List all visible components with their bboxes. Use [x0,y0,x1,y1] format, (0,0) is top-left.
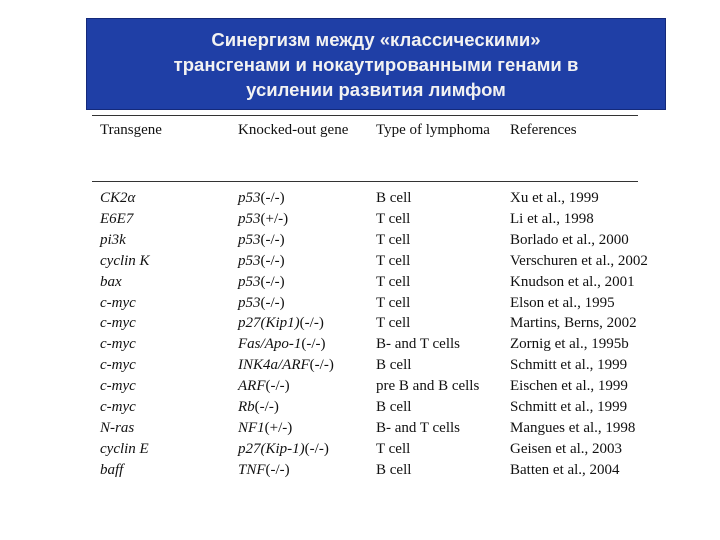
lymphoma-type-cell: T cell [376,231,411,248]
gene-name: p53 [238,210,261,227]
genotype: (-/-) [265,378,290,395]
transgene-cell: cyclin E [100,440,149,457]
lymphoma-type-cell: T cell [376,273,411,290]
gene-name: p53 [238,190,261,206]
transgene-cell: c-myc [100,399,136,415]
lymphoma-type-cell: T cell [376,210,411,227]
title-line-2: трансгенами и нокаутированными генами в [173,53,579,75]
gene-name: p53 [238,273,261,290]
transgene-cell: pi3k [100,231,126,248]
slide-title [86,18,666,110]
genotype: (-/-) [260,231,285,248]
lymphoma-type-cell: B cell [376,190,412,206]
lymphoma-type-cell: pre B and B cells [376,378,480,395]
reference-cell: Xu et al., 1999 [510,190,599,206]
lymphoma-type-cell: B cell [376,357,412,374]
genotype: (-/-) [260,273,285,290]
table-row [92,251,652,271]
genotype: (+/-) [260,210,289,227]
reference-cell: Geisen et al., 2003 [510,440,623,457]
gene-name: p27(Kip-1) [238,440,305,457]
table-row [92,293,652,313]
table-top-rule [92,115,638,116]
knocked-out-gene-cell [238,230,285,250]
header-knocked-out-gene: Knocked-out gene [238,122,349,138]
gene-name: p53 [238,252,261,269]
reference-cell: Zornig et al., 1995b [510,336,629,353]
table-row [92,418,652,438]
transgene-cell: c-myc [100,315,136,332]
knocked-out-gene-cell [238,251,285,271]
transgene-cell: c-myc [100,357,136,374]
transgene-cell: c-myc [100,336,136,353]
knocked-out-gene-cell [238,418,292,438]
genotype: (-/-) [254,399,279,415]
reference-cell: Schmitt et al., 1999 [510,399,628,415]
lymphoma-type-cell: T cell [376,252,411,269]
table-row [92,230,652,250]
knocked-out-gene-cell [238,188,285,208]
header-transgene: Transgene [100,122,162,138]
table-row [92,439,652,459]
genotype: (+/-) [264,419,293,436]
title-line-3: усилении развития лимфом [246,78,506,100]
table-row [92,376,652,396]
title-line-1: Синергизм между «классическими» [211,28,541,50]
gene-name: INK4a/ARF [238,357,310,374]
reference-cell: Mangues et al., 1998 [510,419,636,436]
table-row [92,272,652,292]
lymphoma-type-cell: B- and T cells [376,336,461,353]
transgene-cell: c-myc [100,294,136,311]
reference-cell: Schmitt et al., 1999 [510,357,628,374]
knocked-out-gene-cell [238,209,288,229]
genotype: (-/-) [304,440,329,457]
genotype: (-/-) [301,336,326,353]
lymphoma-type-cell: B cell [376,399,412,415]
gene-name: NF1 [238,419,265,436]
table-header-rule [92,181,638,182]
knocked-out-gene-cell [238,272,285,292]
lymphoma-type-cell: B cell [376,461,412,478]
gene-name: p27(Kip1) [238,315,300,332]
knocked-out-gene-cell [238,355,334,375]
transgene-cell: N-ras [100,419,135,436]
transgene-cell: c-myc [100,378,136,395]
table-row [92,355,652,375]
genotype: (-/-) [265,461,290,478]
lymphoma-table [92,112,652,492]
reference-cell: Martins, Berns, 2002 [510,315,637,332]
reference-cell: Batten et al., 2004 [510,461,620,478]
transgene-cell: E6E7 [100,210,134,227]
gene-name: p53 [238,231,261,248]
genotype: (-/-) [260,190,285,206]
transgene-cell: CK2α [100,190,136,206]
table-row [92,334,652,354]
knocked-out-gene-cell [238,334,325,354]
gene-name: Fas/Apo-1 [238,336,302,353]
gene-name: TNF [238,461,266,478]
transgene-cell: bax [100,273,122,290]
knocked-out-gene-cell [238,376,290,396]
knocked-out-gene-cell [238,313,324,333]
reference-cell: Borlado et al., 2000 [510,231,629,248]
table-row [92,209,652,229]
knocked-out-gene-cell [238,460,290,480]
gene-name: ARF [238,378,266,395]
gene-name: Rb [238,399,255,415]
reference-cell: Eischen et al., 1999 [510,378,628,395]
knocked-out-gene-cell [238,439,329,459]
lymphoma-type-cell: T cell [376,294,411,311]
reference-cell: Verschuren et al., 2002 [510,252,648,269]
transgene-cell: baff [100,461,124,478]
reference-cell: Li et al., 1998 [510,210,594,227]
table-row [92,397,652,417]
genotype: (-/-) [260,252,285,269]
lymphoma-type-cell: T cell [376,440,411,457]
reference-cell: Elson et al., 1995 [510,294,615,311]
knocked-out-gene-cell [238,397,279,417]
lymphoma-type-cell: B- and T cells [376,419,461,436]
genotype: (-/-) [260,294,285,311]
table-row [92,188,652,208]
header-references: References [510,122,577,138]
reference-cell: Knudson et al., 2001 [510,273,635,290]
genotype: (-/-) [299,315,324,332]
genotype: (-/-) [309,357,334,374]
knocked-out-gene-cell [238,293,285,313]
transgene-cell: cyclin K [100,252,150,269]
lymphoma-type-cell: T cell [376,315,411,332]
table-row [92,460,652,480]
header-type-of-lymphoma: Type of lymphoma [376,122,490,138]
gene-name: p53 [238,294,261,311]
table-row [92,313,652,333]
